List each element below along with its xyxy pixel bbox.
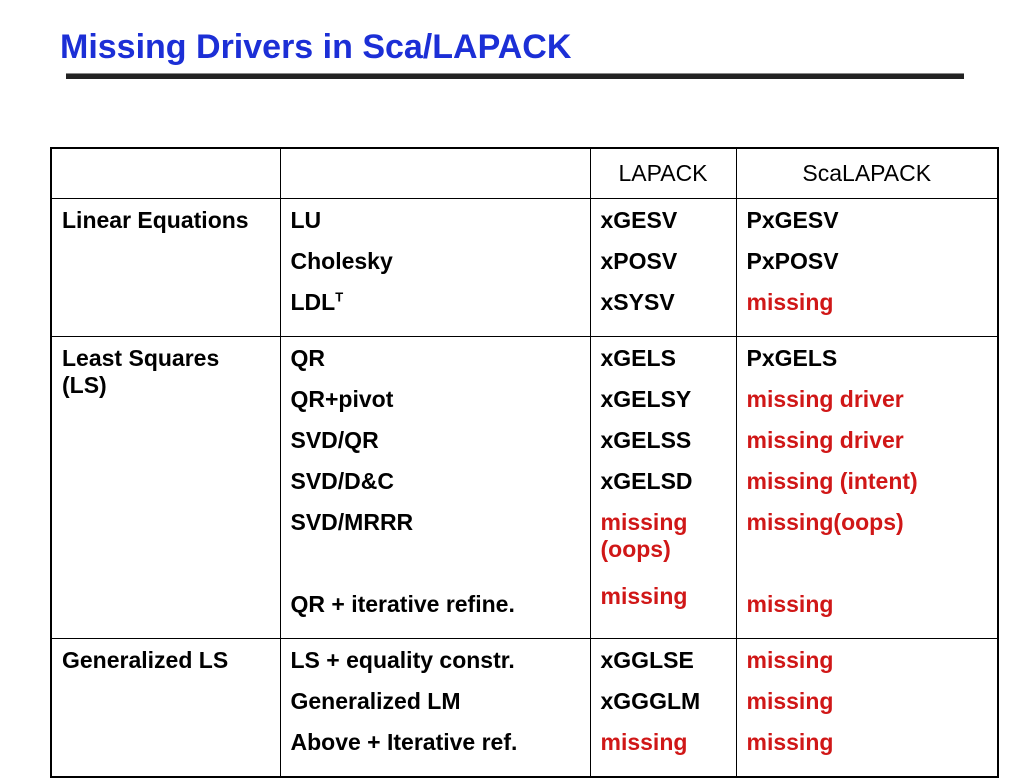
lapack-cell: [590, 336, 736, 638]
scalapack-routine: PxGESV: [746, 206, 839, 233]
method-item: QR+pivot: [290, 385, 394, 412]
scalapack-missing: missing driver: [746, 426, 904, 453]
lapack-cell: [590, 638, 736, 777]
drivers-table: [50, 147, 999, 778]
lapack-cell: [590, 198, 736, 336]
scalapack-missing: missing (intent): [746, 467, 918, 494]
table-row-least-squares: [51, 336, 998, 638]
method-item: SVD/QR: [290, 426, 379, 453]
scalapack-routine: PxGELS: [746, 344, 838, 371]
lapack-routine: xGELSY: [600, 385, 692, 412]
methods-cell: [280, 638, 590, 777]
header-row: [51, 148, 998, 198]
scalapack-missing: missing(oops): [746, 508, 904, 535]
transpose-superscript: T: [335, 288, 344, 304]
lapack-routine: xGGLSE: [600, 646, 694, 673]
table-row-linear-equations: [51, 198, 998, 336]
category-label: Generalized LS: [62, 646, 229, 673]
scalapack-routine: PxPOSV: [746, 247, 839, 274]
category-cell: [51, 198, 280, 336]
category-cell: [51, 638, 280, 777]
method-item: SVD/MRRR: [290, 508, 414, 535]
slide-title: Missing Drivers in Sca/LAPACK: [60, 28, 572, 66]
methods-cell: [280, 336, 590, 638]
method-item: Above + Iterative ref.: [290, 728, 518, 755]
header-cell-method: [280, 148, 590, 198]
method-item: [291, 289, 580, 330]
method-item: LS + equality constr.: [290, 646, 515, 673]
scalapack-missing: missing: [746, 646, 834, 673]
scalapack-cell: [736, 336, 998, 638]
category-label: Linear Equations: [62, 206, 249, 233]
table-row-generalized-ls: [51, 638, 998, 777]
method-item: QR + iterative refine.: [290, 590, 515, 617]
title-underline: [66, 73, 964, 79]
method-label: LDL: [290, 288, 336, 315]
method-item: LU: [290, 206, 322, 233]
scalapack-missing: missing: [746, 687, 834, 714]
header-cell-scalapack: ScaLAPACK: [736, 148, 998, 198]
lapack-missing: missing: [600, 728, 688, 755]
scalapack-missing: missing: [746, 590, 834, 617]
methods-cell: [280, 198, 590, 336]
lapack-routine: xGGGLM: [600, 687, 701, 714]
scalapack-missing: missing: [746, 288, 834, 315]
lapack-routine: xSYSV: [600, 288, 675, 315]
scalapack-cell: [736, 638, 998, 777]
scalapack-cell: [736, 198, 998, 336]
lapack-routine: xGELSD: [600, 467, 693, 494]
method-item: SVD/D&C: [290, 467, 395, 494]
lapack-missing: missing (oops): [600, 508, 688, 562]
lapack-routine: xGELSS: [600, 426, 692, 453]
lapack-missing: missing: [600, 582, 688, 609]
header-cell-category: [51, 148, 280, 198]
category-cell: [51, 336, 280, 638]
method-item: Generalized LM: [290, 687, 461, 714]
scalapack-missing: missing driver: [746, 385, 904, 412]
category-label: Least Squares (LS): [62, 344, 220, 398]
lapack-routine: xPOSV: [600, 247, 678, 274]
method-item: Cholesky: [290, 247, 393, 274]
header-cell-lapack: LAPACK: [590, 148, 736, 198]
method-item: QR: [290, 344, 325, 371]
scalapack-missing: missing: [746, 728, 834, 755]
lapack-routine: xGELS: [600, 344, 676, 371]
lapack-routine: xGESV: [600, 206, 678, 233]
